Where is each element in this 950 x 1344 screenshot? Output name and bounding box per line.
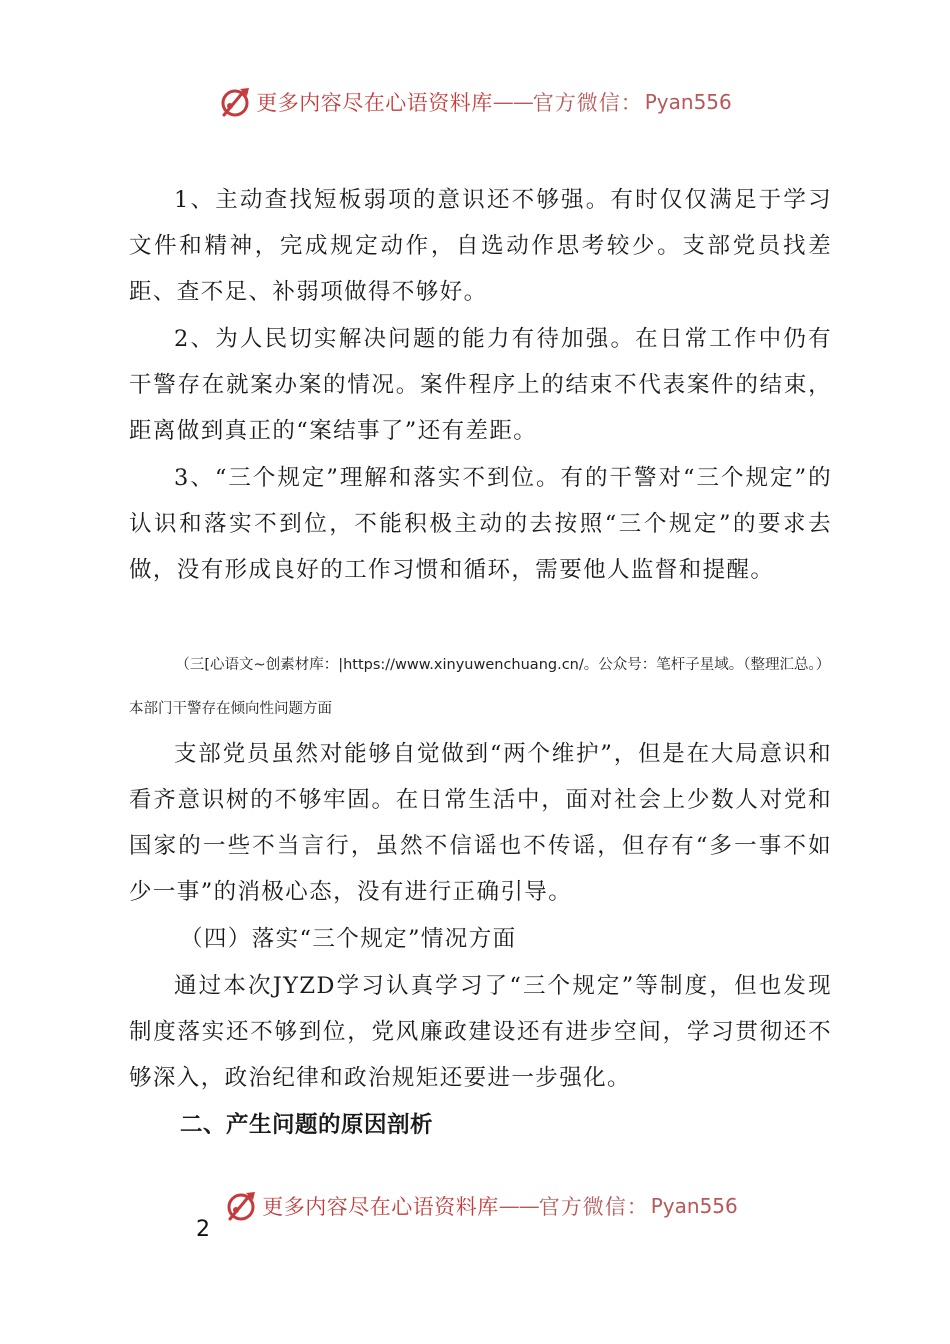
paragraph-2: 2、为人民切实解决问题的能力有待加强。在日常工作中仍有干警存在就案办案的情况。案件程序上的结束不代表案件的结束，距离做到真正的“案结事了”还有差距。 [129,326,832,444]
paragraph-5: 通过本次JYZD学习认真学习了“三个规定”等制度，但也发现制度落实还不够到位，党风廉政建设还有进步空间，学习贯彻还不够深入，政治纪律和政治规矩还要进一步强化。 [129,973,832,1091]
banner-wechat-label: 官方微信： [532,91,643,115]
footer-banner [6,1186,950,1226]
section-heading-2: 二、产生问题的原因剖析 [180,1112,434,1138]
pen-logo-icon [218,85,252,119]
banner-dash: —— [492,90,533,114]
paragraph-3: 3、“三个规定”理解和落实不到位。有的干警对“三个规定”的认识和落实不到位，不能积极主动的去按照“三个规定”的要求去做，没有形成良好的工作习惯和循环，需要他人监督和提醒。 [129,465,832,583]
section-heading-4: （四）落实“三个规定”情况方面 [180,926,517,952]
paragraph-1: 1、主动查找短板弱项的意识还不够强。有时仅仅满足于学习文件和精神，完成规定动作，自选动作思考较少。支部党员找差距、查不足、补弱项做得不够好。 [129,187,832,305]
banner-brand: 更多内容尽在心语资料库 [256,91,493,115]
banner-wechat-id: Pyan556 [644,90,732,114]
banner-dash: —— [498,1194,539,1218]
banner-wechat-id: Pyan556 [650,1194,738,1218]
banner-wechat-label: 官方微信： [538,1195,649,1219]
pen-logo-icon [224,1189,258,1223]
paragraph-4: 支部党员虽然对能够自觉做到“两个维护”，但是在大局意识和看齐意识树的不够牢固。在日常生活中，面对社会上少数人对党和国家的一些不当言行，虽然不信谣也不传谣，但存有“多一事不如少一事”的消极心态，没有进行正确引导。 [129,741,832,905]
header-banner [0,82,950,122]
banner-brand: 更多内容尽在心语资料库 [262,1195,499,1219]
source-note: （三[心语文~创素材库：|https://www.xinyuwenchuang.cn/。公众号：笔杆子星域。（整理汇总。）本部门干警存在倾向性问题方面 [129,657,831,717]
page-number: 2 [196,1217,210,1242]
